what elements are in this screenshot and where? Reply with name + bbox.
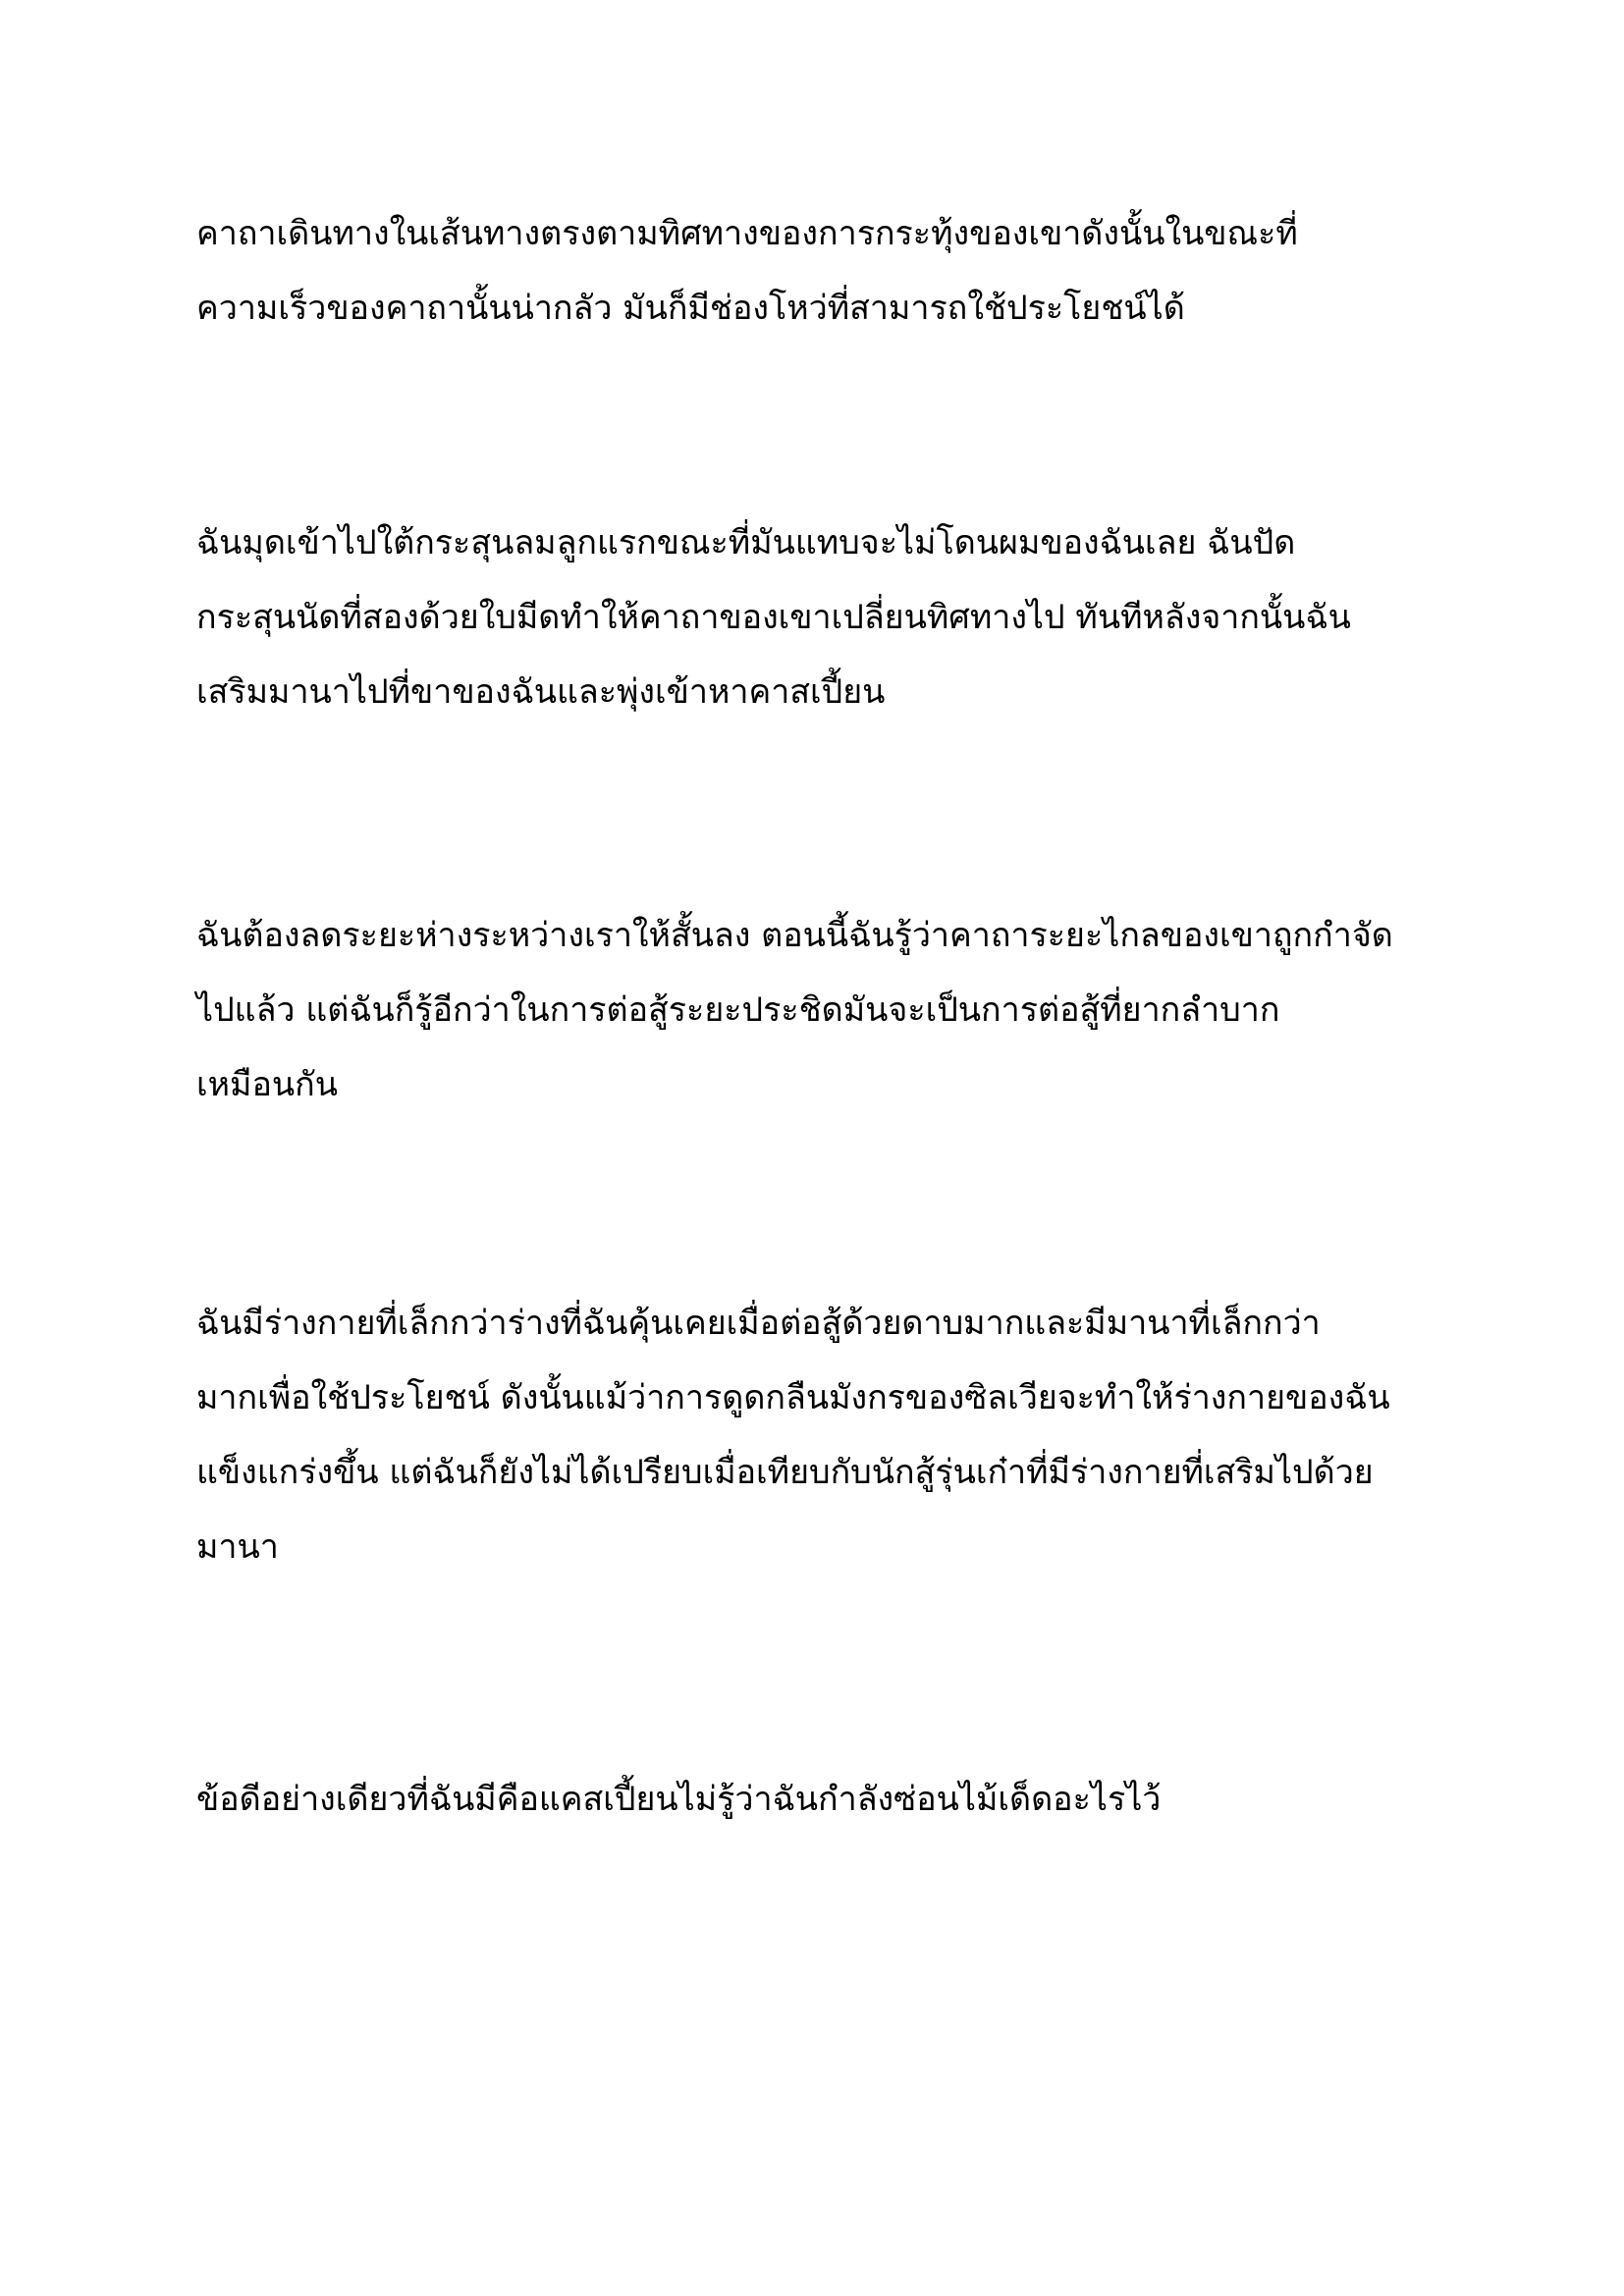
- paragraph-1: [196, 196, 1473, 346]
- paragraph-4: [196, 1286, 1473, 1584]
- paragraph-line: ข้อดีอย่างเดียวที่ฉันมีคือแคสเปี้ยนไม่รู้ว่าฉันกำลังซ่อนไม้เด็ดอะไรไว้: [196, 1780, 1162, 1819]
- paragraph-5: [196, 1762, 1473, 1837]
- paragraph-line: มานา: [196, 1527, 279, 1567]
- paragraph-line: เสริมมานาไปที่ขาของฉันและพุ่งเข้าหาคาสเปี้ยน: [196, 672, 886, 712]
- paragraph-line: แข็งแกร่งขึ้น แต่ฉันก็ยังไม่ได้เปรียบเมื่อเทียบกับนักสู้รุ่นเก๋าที่มีร่างกายที่เสริมไปด้วย: [196, 1453, 1374, 1492]
- paragraph-line: เหมือนกัน: [196, 1065, 338, 1104]
- paragraph-line: ไปแล้ว แต่ฉันก็รู้อีกว่าในการต่อสู้ระยะประชิดมันจะเป็นการต่อสู้ที่ยากลำบาก: [196, 990, 1280, 1030]
- paragraph-line: ฉันมีร่างกายที่เล็กกว่าร่างที่ฉันคุ้นเคยเมื่อต่อสู้ด้วยดาบมากและมีมานาที่เล็กกว่า: [196, 1304, 1321, 1343]
- paragraph-line: ฉันต้องลดระยะห่างระหว่างเราให้สั้นลง ตอนนี้ฉันรู้ว่าคาถาระยะไกลของเขาถูกกำจัด: [196, 916, 1393, 955]
- paragraph-line: กระสุนนัดที่สองด้วยใบมีดทำให้คาถาของเขาเปลี่ยนทิศทางไป ทันทีหลังจากนั้นฉัน: [196, 598, 1351, 637]
- paragraph-2: [196, 506, 1473, 729]
- paragraph-3: [196, 898, 1473, 1122]
- paragraph-line: ฉันมุดเข้าไปใต้กระสุนลมลูกแรกขณะที่มันแทบจะไม่โดนผมของฉันเลย ฉันปัด: [196, 523, 1296, 562]
- paragraph-line: ความเร็วของคาถานั้นน่ากลัว มันก็มีช่องโหว่ที่สามารถใช้ประโยชน์ได้: [196, 289, 1185, 328]
- paragraph-line: มากเพื่อใช้ประโยชน์ ดังนั้นแม้ว่าการดูดกลืนมังกรของซิลเวียจะทำให้ร่างกายของฉัน: [196, 1378, 1390, 1417]
- paragraph-line: คาถาเดินทางในเส้นทางตรงตามทิศทางของการกระทุ้งของเขาดังนั้นในขณะที่: [196, 214, 1298, 253]
